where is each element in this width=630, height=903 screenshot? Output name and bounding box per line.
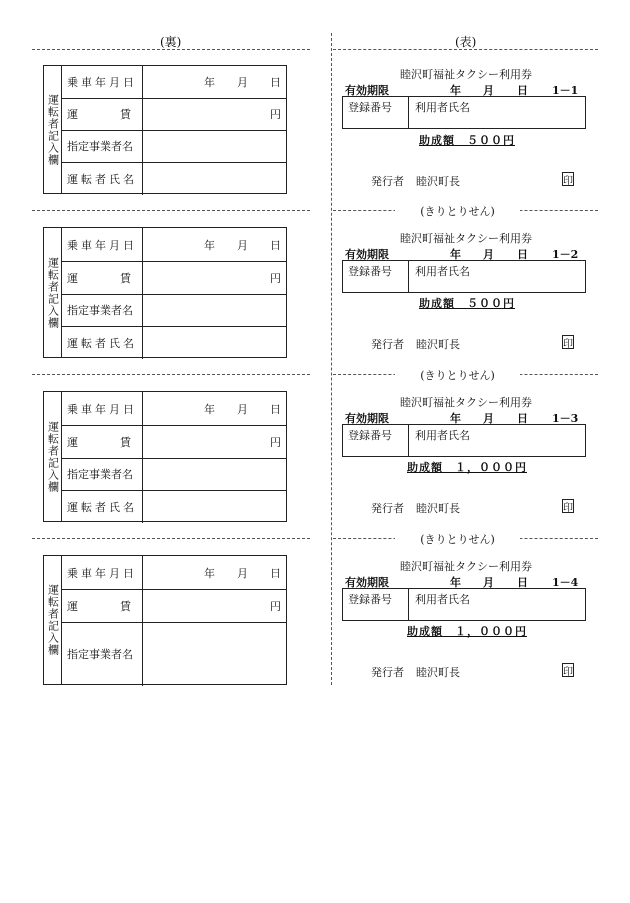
cut-line-left-3 — [32, 538, 310, 539]
user-name-label: 利用者氏名 — [415, 101, 470, 114]
validity-year: 年 — [450, 576, 461, 589]
operator-row — [61, 622, 286, 686]
user-name-label: 利用者氏名 — [415, 593, 470, 606]
ride-date-label: 乗車年月日 — [61, 392, 143, 425]
header-rule-right — [333, 49, 598, 50]
fare-row — [61, 98, 286, 131]
validity-day: 日 — [517, 84, 528, 97]
operator-field[interactable] — [143, 458, 286, 490]
center-fold-line — [331, 33, 332, 685]
reg-no-label: 登録番号 — [343, 261, 409, 292]
driver-name-row — [61, 490, 286, 523]
day-unit: 日 — [270, 566, 281, 580]
validity-month: 月 — [483, 412, 494, 425]
ride-date-field[interactable] — [143, 392, 286, 425]
user-info-box — [342, 96, 586, 129]
fare-row — [61, 261, 286, 295]
driver-name-field[interactable] — [143, 326, 286, 359]
driver-name-label: 運転者氏名 — [61, 326, 143, 359]
validity-month: 月 — [483, 576, 494, 589]
user-name-label: 利用者氏名 — [415, 265, 470, 278]
issuer-name: 睦沢町長 — [416, 338, 460, 351]
ride-date-field[interactable] — [143, 556, 286, 589]
ride-date-row — [61, 66, 286, 99]
ride-date-field[interactable] — [143, 228, 286, 261]
ticket-number: 1－3 — [552, 412, 579, 425]
seal-mark: 印 — [562, 335, 574, 349]
operator-field[interactable] — [143, 622, 286, 686]
day-unit: 日 — [270, 402, 281, 416]
fare-label: 運 賃 — [61, 261, 143, 294]
operator-row — [61, 458, 286, 491]
fare-label: 運 賃 — [61, 589, 143, 622]
validity-year: 年 — [450, 84, 461, 97]
fare-label: 運 賃 — [61, 425, 143, 458]
validity-month: 月 — [483, 84, 494, 97]
fare-field[interactable] — [143, 425, 286, 458]
back-form-4 — [43, 555, 287, 685]
cut-label-2: (きりとりせん) — [395, 367, 520, 383]
operator-field[interactable] — [143, 130, 286, 162]
issuer-name: 睦沢町長 — [416, 666, 460, 679]
driver-section-label: 運転者記入欄 — [44, 392, 62, 521]
driver-name-field[interactable] — [143, 490, 286, 523]
ride-date-row — [61, 556, 286, 590]
yen-unit: 円 — [270, 599, 281, 613]
yen-unit: 円 — [270, 271, 281, 285]
cut-line-left-2 — [32, 374, 310, 375]
seal-mark: 印 — [562, 172, 574, 186]
validity-label: 有効期限 — [345, 412, 389, 425]
driver-name-field[interactable] — [143, 162, 286, 195]
ticket-title: 睦沢町福祉タクシー利用券 — [400, 560, 532, 573]
ride-date-row — [61, 392, 286, 426]
ride-date-row — [61, 228, 286, 262]
yen-unit: 円 — [270, 108, 281, 121]
ride-date-label: 乗車年月日 — [61, 228, 143, 261]
validity-day: 日 — [517, 248, 528, 261]
front-side-header: (表) — [455, 35, 477, 49]
fare-label: 運 賃 — [61, 98, 143, 130]
operator-row — [61, 294, 286, 327]
operator-label: 指定事業者名 — [61, 622, 143, 686]
user-name-label: 利用者氏名 — [415, 429, 470, 442]
fare-field[interactable] — [143, 589, 286, 622]
driver-name-row — [61, 162, 286, 195]
issuer-label: 発行者 — [371, 666, 404, 679]
issuer-name: 睦沢町長 — [416, 175, 460, 188]
reg-no-label: 登録番号 — [343, 589, 409, 620]
back-form-2 — [43, 227, 287, 358]
year-unit: 年 — [204, 402, 215, 416]
driver-name-label: 運転者氏名 — [61, 162, 143, 195]
cut-line-left-1 — [32, 210, 310, 211]
back-side-header: (裏) — [160, 35, 182, 49]
driver-section-label: 運転者記入欄 — [44, 228, 62, 357]
validity-year: 年 — [450, 248, 461, 261]
yen-unit: 円 — [270, 435, 281, 449]
month-unit: 月 — [237, 238, 248, 252]
seal-mark: 印 — [562, 499, 574, 513]
month-unit: 月 — [237, 402, 248, 416]
seal-mark: 印 — [562, 663, 574, 677]
issuer-label: 発行者 — [371, 338, 404, 351]
subsidy-amount: 助成額 １，０００円 — [407, 625, 527, 638]
day-unit: 日 — [270, 76, 281, 89]
ticket-title: 睦沢町福祉タクシー利用券 — [400, 68, 532, 81]
year-unit: 年 — [204, 566, 215, 580]
reg-no-label: 登録番号 — [343, 425, 409, 456]
month-unit: 月 — [237, 76, 248, 89]
ride-date-label: 乗車年月日 — [61, 556, 143, 589]
back-form-3 — [43, 391, 287, 522]
validity-label: 有効期限 — [345, 84, 389, 97]
operator-row — [61, 130, 286, 163]
validity-label: 有効期限 — [345, 576, 389, 589]
subsidy-amount: 助成額 １，０００円 — [407, 461, 527, 474]
cut-label-1: (きりとりせん) — [395, 203, 520, 219]
cut-label-3: (きりとりせん) — [395, 531, 520, 547]
user-info-box — [342, 260, 586, 293]
validity-day: 日 — [517, 412, 528, 425]
month-unit: 月 — [237, 566, 248, 580]
user-info-box — [342, 424, 586, 457]
back-form-1 — [43, 65, 287, 194]
ticket-number: 1－1 — [552, 84, 579, 97]
ride-date-label: 乗車年月日 — [61, 66, 143, 98]
operator-label: 指定事業者名 — [61, 294, 143, 326]
fare-field[interactable] — [143, 261, 286, 294]
header-rule-left — [32, 49, 310, 50]
driver-name-row — [61, 326, 286, 359]
subsidy-amount: 助成額 ５００円 — [419, 297, 515, 310]
ticket-number: 1－4 — [552, 576, 579, 589]
fare-row — [61, 589, 286, 623]
year-unit: 年 — [204, 238, 215, 252]
ticket-title: 睦沢町福祉タクシー利用券 — [400, 396, 532, 409]
validity-month: 月 — [483, 248, 494, 261]
subsidy-amount: 助成額 ５００円 — [419, 134, 515, 147]
driver-section-label: 運転者記入欄 — [44, 556, 62, 684]
day-unit: 日 — [270, 238, 281, 252]
validity-day: 日 — [517, 576, 528, 589]
user-info-box — [342, 588, 586, 621]
operator-label: 指定事業者名 — [61, 458, 143, 490]
fare-row — [61, 425, 286, 459]
driver-section-label: 運転者記入欄 — [44, 66, 62, 193]
ticket-title: 睦沢町福祉タクシー利用券 — [400, 232, 532, 245]
issuer-label: 発行者 — [371, 175, 404, 188]
issuer-name: 睦沢町長 — [416, 502, 460, 515]
fare-field[interactable] — [143, 98, 286, 130]
operator-label: 指定事業者名 — [61, 130, 143, 162]
year-unit: 年 — [204, 76, 215, 89]
validity-year: 年 — [450, 412, 461, 425]
operator-field[interactable] — [143, 294, 286, 326]
validity-label: 有効期限 — [345, 248, 389, 261]
issuer-label: 発行者 — [371, 502, 404, 515]
reg-no-label: 登録番号 — [343, 97, 409, 128]
ride-date-field[interactable] — [143, 66, 286, 98]
ticket-number: 1－2 — [552, 248, 579, 261]
driver-name-label: 運転者氏名 — [61, 490, 143, 523]
